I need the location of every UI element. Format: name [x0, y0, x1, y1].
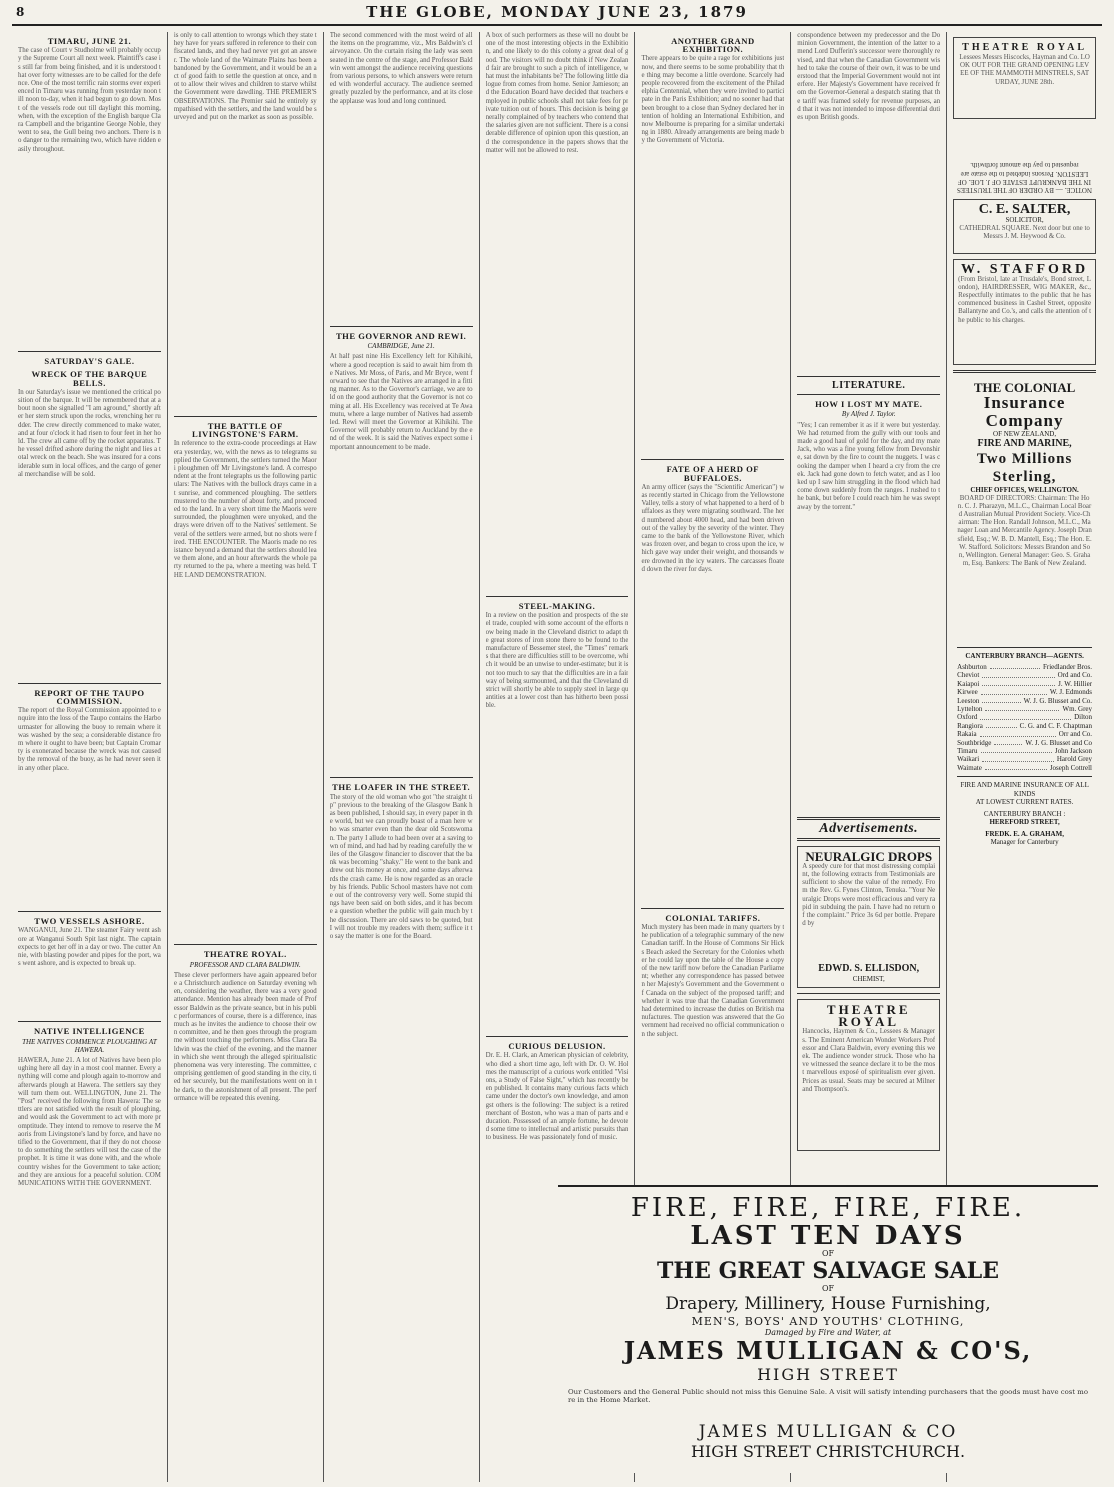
heading-theatre-royal: THEATRE ROYAL. [203, 949, 287, 960]
page-number: 8 [16, 5, 25, 19]
article-body: In our Saturday's issue we mentioned the critical position of the barque. It will be remembered that at about noon she signalled "I am aground," shortly after her stern struck upon the rocks, wrenching her rudder. The crew directly commenced to make water, and at four o'clock it had risen to four feet in her hold. The crew all came off by the rocket apparatus. The vessel drifted ashore during the night and lies a total wreck on the beach. She was insured for a considerable sum in local offices, and the cargo of general merchandise will be sold. [18, 388, 161, 478]
heading-curious-delusion: CURIOUS DELUSION. [508, 1041, 606, 1052]
agent-town: Oxford [957, 713, 978, 722]
heading-two-vessels: TWO VESSELS ASHORE. [34, 916, 145, 927]
ad-body: Our Customers and the General Public should not miss this Genuine Sale. A visit will satisfy intending purchasers that the goods must have cost more in the Home Market. [568, 1388, 1088, 1405]
heading-battle-livingstone: THE BATTLE OF LIVINGSTONE'S FARM. [191, 421, 299, 440]
page-title: THE GLOBE, MONDAY JUNE 23, 1879 [366, 3, 748, 21]
ad-colonial-office: CHIEF OFFICES, WELLINGTON. [970, 486, 1079, 494]
ad-body: Hancocks, Haymen & Co., Lessees & Managers. The Eminent American Wonder Workers Professor and Clara Baldwin, every evening this week. The audience wonder struck. Those who have witnessed the seance declare it to be the most marvellous exposé of spiritualism ever given. Prices as usual. Seats may be secured at Milner and Thompson's. [802, 1028, 936, 1093]
agent-town: Waimate [957, 763, 982, 772]
sale-clothing: MEN'S, BOYS' AND YOUTHS' CLOTHING, [691, 1315, 965, 1328]
article-body: An army officer (says the "Scientific American") was recently started in Chicago from the Yellowstone Valley, tells a story of what happened to a herd of buffaloes as they were migrating southward. The herd numbered about 4000 head, and had been driven out of the valley by the severity of the winter. They came to the bank of the Yellowstone River, which was frozen over, and began to cross upon the ice, which gave way under their weight, and thousands were drowned in the icy waters. The carcasses floated down the river for days. [641, 483, 785, 573]
sale-damaged: Damaged by Fire and Water, at [764, 1328, 892, 1337]
heading-another-exhibition: ANOTHER GRAND EXHIBITION. [671, 36, 755, 55]
agent-row [957, 697, 1092, 705]
agent-town: Rakaia [957, 730, 977, 739]
sale-last-days: LAST TEN DAYS [690, 1221, 966, 1251]
sale-merchant: JAMES MULLIGAN & CO'S, [623, 1336, 1033, 1365]
heading-saturdays-gale: SATURDAY'S GALE. [44, 356, 135, 367]
agent-row [957, 755, 1092, 763]
agent-row [957, 722, 1092, 730]
heading-loafer: THE LOAFER IN THE STREET. [332, 782, 471, 793]
column-2 [168, 32, 324, 1482]
article-body: In reference to the extra-coode proceedings at Hawera yesterday, we, with the news as to telegrams supplied the Government, the settlers turned the Maori ploughmen off Mr Livingstone's land. A correspondent at the front telegraphs us the following particulars: The Natives with the bullock drays came in at sunrise, and commenced ploughing. The settlers mustered to the number of about forty, and proceeded to the land. In a very short time the Maoris were surrounded, the ploughmen were unyoked, and the drays were driven off to the Natives' settlement. Several of the settlers were armed, but no shots were fired. THE ENCOUNTER. The Maoris made no resistance beyond a demand that the settlers should leave them alone, and an hour afterwards the whole party returned to the pa, where a meeting was held. THE LAND DEMONSTRATION. [173, 440, 317, 579]
article-body: The report of the Royal Commission appointed to enquire into the loss of the Taupo contains the Harbourmaster for allowing the buoy to remain where it was washed by the sea; a considerable distance from where it ought to have been; but Captain Cromarty is exonerated because the wreck was not caused by the removal of the buoy, as he had never seen it in any other place. [18, 707, 161, 772]
ad-stafford-title: W. STAFFORD [961, 261, 1089, 277]
column-3 [324, 32, 480, 1482]
ad-body: Lessees Messrs Hiscocks, Hayman and Co. LOOK OUT FOR THE GRAND OPENING LEVEE OF THE MAMMOTH MINSTRELS, SATURDAY, JUNE 28th. [959, 54, 1090, 86]
ad-neuralgic-drops [797, 846, 940, 989]
dateline-cambridge: CAMBRIDGE, June 21. [367, 342, 435, 351]
ad-colonial-fire: FIRE AND MARINE, [977, 438, 1072, 449]
agent-name: W. J. G. Blusset and Co [1025, 738, 1093, 747]
article-body: is only to call attention to wrongs which they state they have for years suffered in reference to their confiscated lands, and they had never yet got an answer. The whole land of the Waimate Plains has been abandoned by the Government, and it would be an act of good faith to settle the question at once, and not to allow their wives and children to starve whilst the Government were dawdling. THE PREMIER'S OBSERVATIONS. The Premier said he entirely sympathised with the settlers, and the land would be surveyed and put on the market as soon as possible. [173, 32, 317, 122]
ad-body: (From Bristol, late at Trusdale's, Bond street, London), HAIRDRESSER, WIG MAKER, &c., Respectfully intimates to the public that he has commenced business in Cashel Street, opposite Ballantyne and Co.'s, and calls the attention of the public to his charges. [958, 275, 1092, 324]
ad-colonial-title: THE COLONIAL [973, 379, 1076, 395]
ad-theatre-royal-col7 [953, 37, 1096, 119]
agent-town: Lyttelton [957, 705, 983, 714]
ad-colonial-sub: OF NEW ZEALAND, [993, 429, 1057, 438]
agent-row [957, 764, 1092, 772]
ad-upside-down: NOTICE. — BY ORDER OF THE TRUSTEES IN THE BANKRUPT ESTATE OF J. LOE. OF LEESTON. Persons indebted to the estate are requested to pay the amount forthwith. [957, 161, 1093, 194]
agent-town: Leeston [957, 696, 980, 705]
heading-steel-making: STEEL-MAKING. [518, 601, 596, 611]
sale-of-1: OF [821, 1249, 835, 1258]
sale-merchant-footer: JAMES MULLIGAN & CO [698, 1422, 958, 1442]
ad-theatre-title: THEATRE ROYAL [962, 42, 1088, 53]
agent-town: Kaiapoi [957, 679, 980, 688]
agent-name: Orr and Co. [1058, 730, 1093, 739]
dateline-timaru: TIMARU, JUNE 21. [47, 36, 132, 46]
article-body: In a review on the position and prospects of the steel trade, coupled with some account of the efforts now being made in the Cleveland district to adapt the great stores of iron stone there to be found to the manufacture of Bessemer steel, the "Times" remarks that there are difficulties still to be overcome, which it would be an unwise to under-estimate; but it is not too much to say that the difficulties are in a fair way of being surmounted, and that the Cleveland district will shortly be able to supply steel in large quantities at a lower cost than has hitherto been possible. [485, 612, 629, 710]
ad-colonial-manager-role: Manager for Canterbury [990, 838, 1059, 847]
agent-name: C. G. and C. F. Chaptman [1019, 721, 1093, 730]
agent-town: Timaru [957, 747, 978, 756]
heading-story-title: HOW I LOST MY MATE. [815, 399, 923, 410]
ad-body: CATHEDRAL SQUARE. Next door but one to Messrs J. M. Heywood & Co. [959, 224, 1090, 240]
sale-great-salvage: THE GREAT SALVAGE SALE [657, 1258, 999, 1284]
agent-town: Kirwee [957, 688, 978, 697]
article-body: At half past nine His Excellency left for Kihikihi, where a good reception is said to await him from the Natives. Mr Moss, of Paris, and Mr Bryce, went forward to see that the Natives are arranged in a fitting manner. As to the Governor's carriage, we are told on the good authority that the Governor is not coming at all. His Excellency was received at Te Awamutu, where a large number of Natives had assembled. Rewi will meet the Governor at Kihikihi. The Governor will probably return to Auckland by the end of the week. It is said the Natives expect some important announcement to be made. [329, 353, 473, 451]
agent-row [957, 747, 1092, 755]
ad-colonial-insurance [953, 378, 1096, 851]
heading-taupo-commission: REPORT OF THE TAUPO COMMISSION. [34, 687, 145, 707]
subheading-baldwin: PROFESSOR AND CLARA BALDWIN. [189, 960, 301, 969]
agent-row [957, 713, 1092, 721]
agent-row [957, 671, 1092, 679]
agent-name: Friedlander Bros. [1043, 663, 1093, 671]
ad-salter-sub: SOLICITOR, [1005, 216, 1044, 224]
article-body: The second commenced with the most weird of all the items on the programme, viz., Mrs Baldwin's clairvoyance. On the curtain rising the lady was seen seated in the centre of the stage, and Professor Baldwin went amongst the audience receiving questions from various persons, to which answers were returned with wonderful accuracy. The audience seemed greatly puzzled by the performance, and at its close the applause was loud and long continued. [329, 32, 473, 105]
heading-advertisements: Advertisements. [819, 820, 919, 836]
article-body: WANGANUI, June 21. The steamer Fairy went ashore at Wanganui South Spit last night. The captain expects to get her off in a day or two. The cutter Annie, with blasting powder and pipes for the port, was went ashore, and is expected to break up. [18, 927, 161, 968]
sale-street: HIGH STREET [757, 1365, 899, 1384]
agent-name: Dilton [1074, 713, 1093, 722]
ad-theatre-royal-col6 [797, 999, 940, 1151]
ad-theatre-title: THEATRE ROYAL [826, 1002, 911, 1030]
agent-row [957, 705, 1092, 713]
ad-salter-title: C. E. SALTER, [978, 202, 1071, 217]
ad-body: BOARD OF DIRECTORS: Chairman: The Hon. C. J. Pharazyn, M.L.C., Chairman Local Board Australian Mutual Provident Society. Vice-Chairman: The Hon. Randall Johnson, M.L.C., Manager Loan and Mercantile Agency. Joseph Dransfield, Esq.; W. B. D. Mantell, Esq.; The Hon. E. W. Stafford. Solicitors: Messrs Brandon and Son, Wellington. General Manager: Geo. S. Graham, Esq. Bankers: The Bank of New Zealand. [957, 494, 1092, 568]
article-body: HAWERA, June 21. A lot of Natives have been ploughing here all day in a most cool manner. Every anything will come and plough again to-morrow and afterwards plough at Hawera. The settlers say they will turn them out. WELLINGTON, June 21. The "Post" received the following from Hawera: The settlers are not satisfied with the result of ploughing, and would ask the Government to act with more promptitude. They intend to remove to reserve the Maoris from Livingstone's land by force, and have notified to the Government, that if they do not choose to do something the settlers will test the case of the prophet. It is time it was done with, and the whole country wishes for the Government to take action; and they are anxious for a peaceful solution. COMMUNICATIONS WITH THE GOVERNMENT. [18, 1057, 161, 1188]
article-body: The story of the old woman who got "the straight tip" previous to the breaking of the Glasgow Bank has been published, I should say, in every paper in the world, but we can proudly boast of a man here who was smarter even than the dear old Scotswoman. The party I allude to had been over at a saving town of mind, and had had by reading carefully the wiles of the Glasgow financier to discover that the bank was becoming "shaky." He went to the bank and drew out his money at once, and some days afterwards the crash came. He is now regarded as an oracle by his friends. Public School masters have not come out of the controversy very well. Some stupid things have been said on both sides, and it has become a question whether the public will gain much by the discussion. There are old saws to be quoted, but I will not trouble my readers with them; suffice it to say the matter is one for the Board. [329, 793, 473, 941]
story-byline: By Alfred J. Taylor. [841, 410, 896, 419]
agent-name: Ord and Co. [1057, 671, 1093, 680]
column-1 [12, 32, 168, 1482]
subheading-ploughing: THE NATIVES COMMENCE PLOUGHING AT HAWERA. [22, 1037, 157, 1054]
agent-name: John Jackson [1054, 747, 1093, 756]
ad-colonial-street: HEREFORD STREET, [989, 818, 1060, 827]
heading-governor-rewi: THE GOVERNOR AND REWI. [335, 331, 467, 341]
agents-list [957, 663, 1092, 772]
agent-town: Ashburton [957, 663, 987, 671]
agent-town: Rangiora [957, 721, 983, 730]
ad-ellisdon-sub: CHEMIST, [852, 974, 885, 983]
heading-literature: LITERATURE. [832, 380, 906, 391]
ad-neuralgic-title: NEURALGIC DROPS [805, 848, 933, 864]
agent-row [957, 680, 1092, 688]
heading-colonial-tariffs: COLONIAL TARIFFS. [665, 912, 761, 923]
ad-colonial-title2: Insurance Company [983, 392, 1066, 430]
sale-of-2: OF [821, 1284, 835, 1293]
masthead [12, 0, 1102, 26]
agent-town: Waikari [957, 755, 980, 764]
ad-ellisdon-title: EDWD. S. ELLISDON, [818, 962, 920, 974]
ad-colonial-rates: AT LOWEST CURRENT RATES. [975, 798, 1074, 807]
ad-colonial-fire2: FIRE AND MARINE INSURANCE OF ALL KINDS [960, 781, 1089, 798]
article-body: A box of such performers as these will no doubt be one of the most interesting objects in the Exhibition, and one likely to do this colony a great deal of good. The visitors will no doubt think if New Zealand fair are brought to such a pitch of intelligence, what must the inhabitants be? The following little dialogue from comes from home. Senior Jamieson; and the Education Board have decided that teachers employed in public schools shall not take fees for private tuition out of hours. This decision is being generally complained of by teachers who contend that the salaries given are not sufficient. There is a considerable difference of opinion upon this question, and the correspondence in the papers shows that the matter will not be allowed to rest. [485, 32, 629, 154]
article-body: These clever performers have again appeared before a Christchurch audience on Saturday evening when, considering the weather, there was a very good attendance. Mention has already been made of Professor Baldwin as the private seance, but in his public performances of course, there is a difference, inasmuch as he invites the audience to choose their own committee, and he then goes through the programme without touching the performers. Miss Clara Baldwin was the chief of the evening, and the manner in which she went through the alleged spiritualistic phenomena was very interesting. The committee, comprising gentlemen of good standing in the city, tied her securely, but the manifestations went on in the dark, to the astonishment of all present. The performance will be repeated this evening. [173, 971, 317, 1102]
article-body: "Yes; I can remember it as if it were but yesterday. We had returned from the gully with our tools and made a good haul of gold for the day, and my mate Jack, who was a fine young fellow from Devonshire, sat down by the fire to count the nuggets. I was cooking the damper when I heard a cry from the creek. Jack had gone down to fetch water, and as I looked up I saw him struggling in the flood which had come down suddenly from the ranges. I rushed to the bank, but before I could reach him he was swept away by the torrent." [797, 421, 941, 511]
article-body: conspondence between my predecessor and the Dominion Government, the intention of the latter to amend Lord Dufferin's successor were thoroughly revised, and that when the Canadian Government wished to take the course of their own, it was to be understood that the Imperial Government would not interfere. Her Majesty's Government have received from the Governor-General a despatch stating that the tariff was framed solely for revenue purposes, and that it was not intended to impose differential duties upon British goods. [797, 32, 941, 122]
sale-drapery: Drapery, Millinery, House Furnishing, [665, 1294, 991, 1314]
ad-body: A speedy cure for that most distressing complaint, the following extracts from Testimonials are sufficient to show the value of the remedy. From the Rev. G. Fynes Clinton, Tenuka. "Your Neuralgic Drops were most efficacious and very rapid in subduing the pain. I have had no return of the complaint." Price 3s 6d per bottle. Prepared by [802, 862, 936, 928]
agent-town: Southbridge [957, 738, 992, 747]
sale-address-footer: HIGH STREET CHRISTCHURCH. [690, 1442, 966, 1461]
heading-wreck-barque: WRECK OF THE BARQUE BELLS. [31, 369, 148, 388]
ad-colonial-branch2: CANTERBURY BRANCH : [983, 809, 1066, 818]
agent-row [957, 688, 1092, 696]
heading-buffaloes: FATE OF A HERD OF BUFFALOES. [666, 464, 760, 483]
ad-salvage-sale [558, 1185, 1098, 1473]
agent-name: Joseph Cottrell [1049, 763, 1093, 772]
heading-native-intelligence: NATIVE INTELLIGENCE [34, 1026, 145, 1037]
ad-colonial-capital: Two Millions Sterling, [976, 451, 1073, 485]
ad-colonial-manager: FREDK. E. A. GRAHAM, [985, 829, 1064, 838]
agent-name: J. W. Hillier [1058, 679, 1093, 688]
agent-name: W. J. G. Blusset and Co. [1023, 696, 1093, 705]
agent-row [957, 730, 1092, 738]
agent-name: Wm. Grey [1062, 705, 1093, 714]
sale-fire: FIRE, FIRE, FIRE, FIRE. [630, 1193, 1026, 1223]
article-body: Dr. E. H. Clark, an American physician of celebrity, who died a short time ago, left with Dr. O. W. Holmes the manuscript of a curious work entitled "Visions, a Study of False Sight," which has recently been published. It contains many curious facts which came under the doctor's own knowledge, and amongst others is the following: The subject is a retired merchant of Boston, who was a man of parts and education. Possessed of an ample fortune, he devoted some time to intellectual and artistic pursuits than to business. He was passionately fond of music. [485, 1052, 629, 1142]
ad-salter [953, 199, 1096, 254]
agent-row [957, 739, 1092, 747]
article-body: Much mystery has been made in many quarters by the publication of a telegraphic summary of the new Canadian tariff. In the House of Commons Sir Hicks Beach asked the Secretary for the Colonies whether he could lay upon the table of the House a copy of the new tariff now before the Canadian Parliament; whether any correspondence has passed between her Majesty's Government and the Government of Canada on the subject of the proposed tariff; and whether it was true that the Canadian Government had determined to increase the duties on British manufactures. The question was answered that the Government had received no official communication on the subject. [641, 924, 785, 1038]
ad-colonial-branch: CANTERBURY BRANCH—AGENTS. [965, 651, 1084, 660]
agent-town: Cheviot [957, 671, 980, 680]
ad-stafford [953, 259, 1096, 365]
article-body: There appears to be quite a rage for exhibitions just now, and there seems to be some probability that the thing may become a little overdone. Scarcely had people recovered from the excitement of the Philadelphia Centennial, when they were invited to participate in the Paris Exhibition; and no sooner had that been brought to a close than Sydney declared her intention of holding an International Exhibition, and now Melbourne is preparing for a similar undertaking in 1880. Already arrangements are being made by the Government of Victoria. [641, 55, 785, 145]
agent-name: W. J. Edmonds [1049, 688, 1093, 697]
agent-row [957, 663, 1092, 671]
article-body: The case of Court v Studholme will probably occupy the Supreme Court all next week. Plaintiff's case is still far from being finished, and it is understood that over forty witnesses are to be called for the defence. One of the most terrific rain storms ever experienced in Timaru was running from yesterday noon till noon to-day, when it had begun to go down. Most of the vessels rode out till daylight this morning, when, with the exception of the English barque Clara Campbell and the brigantine George Noble, they went to sea, the Gull being two anchors. There is no danger to the remaining two, which have ridden easily throughout. [18, 47, 161, 153]
agent-name: Harold Grey [1056, 755, 1093, 764]
